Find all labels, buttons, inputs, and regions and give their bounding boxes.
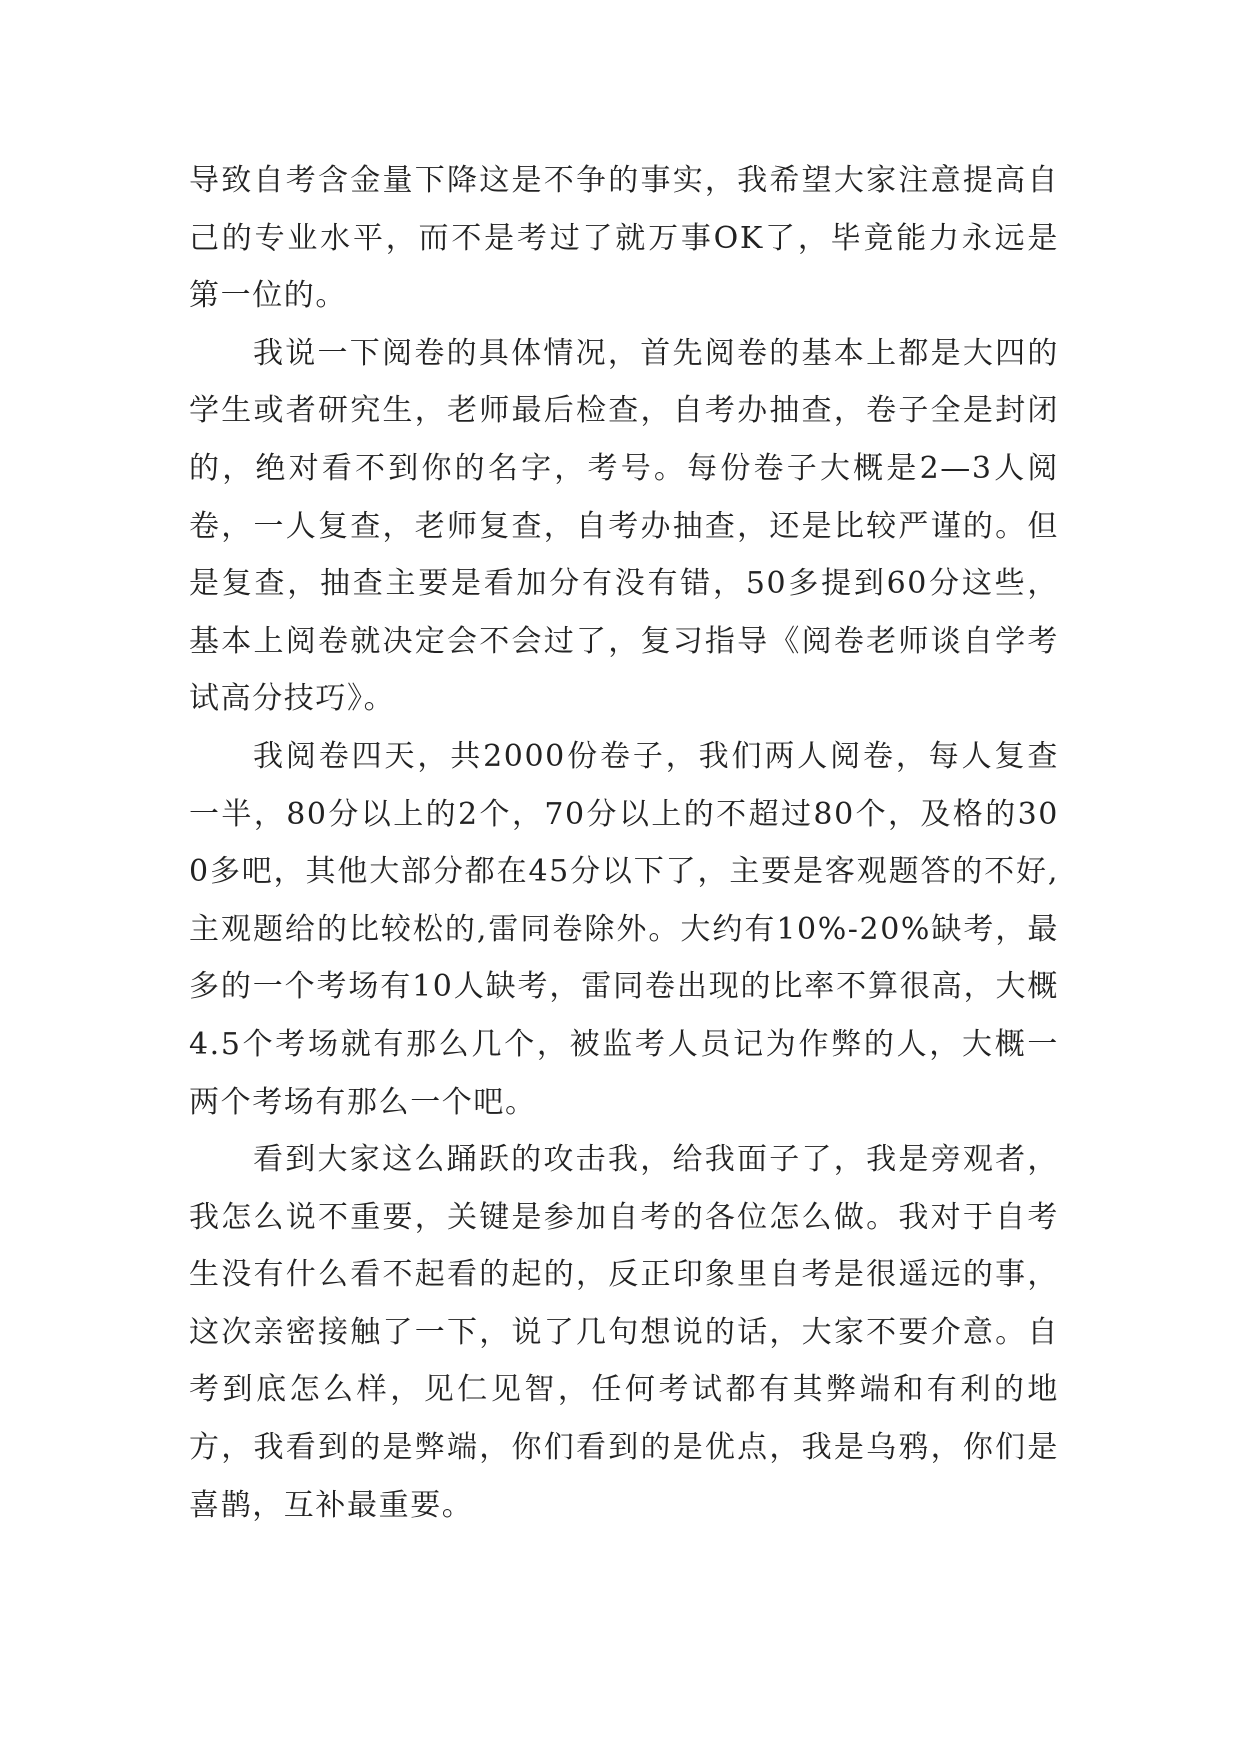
paragraph-marking-process: 我说一下阅卷的具体情况，首先阅卷的基本上都是大四的学生或者研究生，老师最后检查，自考办抽查，卷子全是封闭的，绝对看不到你的名字，考号。每份卷子大概是2—3人阅卷，一人复查，老师复查，自考办抽查，还是比较严谨的。但是复查，抽查主要是看加分有没有错，50多提到60分这些，基本上阅卷就决定会不会过了，复习指导《阅卷老师谈自学考试高分技巧》。 [189,335,1059,717]
paragraph-closing-remarks: 看到大家这么踊跃的攻击我，给我面子了，我是旁观者，我怎么说不重要，关键是参加自考的各位怎么做。我对于自考生没有什么看不起看的起的，反正印象里自考是很遥远的事，这次亲密接触了一下，说了几句想说的话，大家不要介意。自考到底怎么样，见仁见智，任何考试都有其弊端和有利的地方，我看到的是弊端，你们看到的是优点，我是乌鸦，你们是喜鹊，互补最重要。 [189,1142,1059,1523]
paragraph-continued: 导致自考含金量下降这是不争的事实，我希望大家注意提高自己的专业水平，而不是考过了就万事OK了，毕竟能力永远是第一位的。 [189,163,1059,314]
document-body [189,152,1059,1534]
paragraph-marking-statistics: 我阅卷四天，共2000份卷子，我们两人阅卷，每人复查一半，80分以上的2个，70分以上的不超过80个，及格的300多吧，其他大部分都在45分以下了，主要是客观题答的不好,主观题给的比较松的,雷同卷除外。大约有10%-20%缺考，最多的一个考场有10人缺考，雷同卷出现的比率不算很高，大概4.5个考场就有那么几个，被监考人员记为作弊的人，大概一两个考场有那么一个吧。 [189,738,1059,1120]
